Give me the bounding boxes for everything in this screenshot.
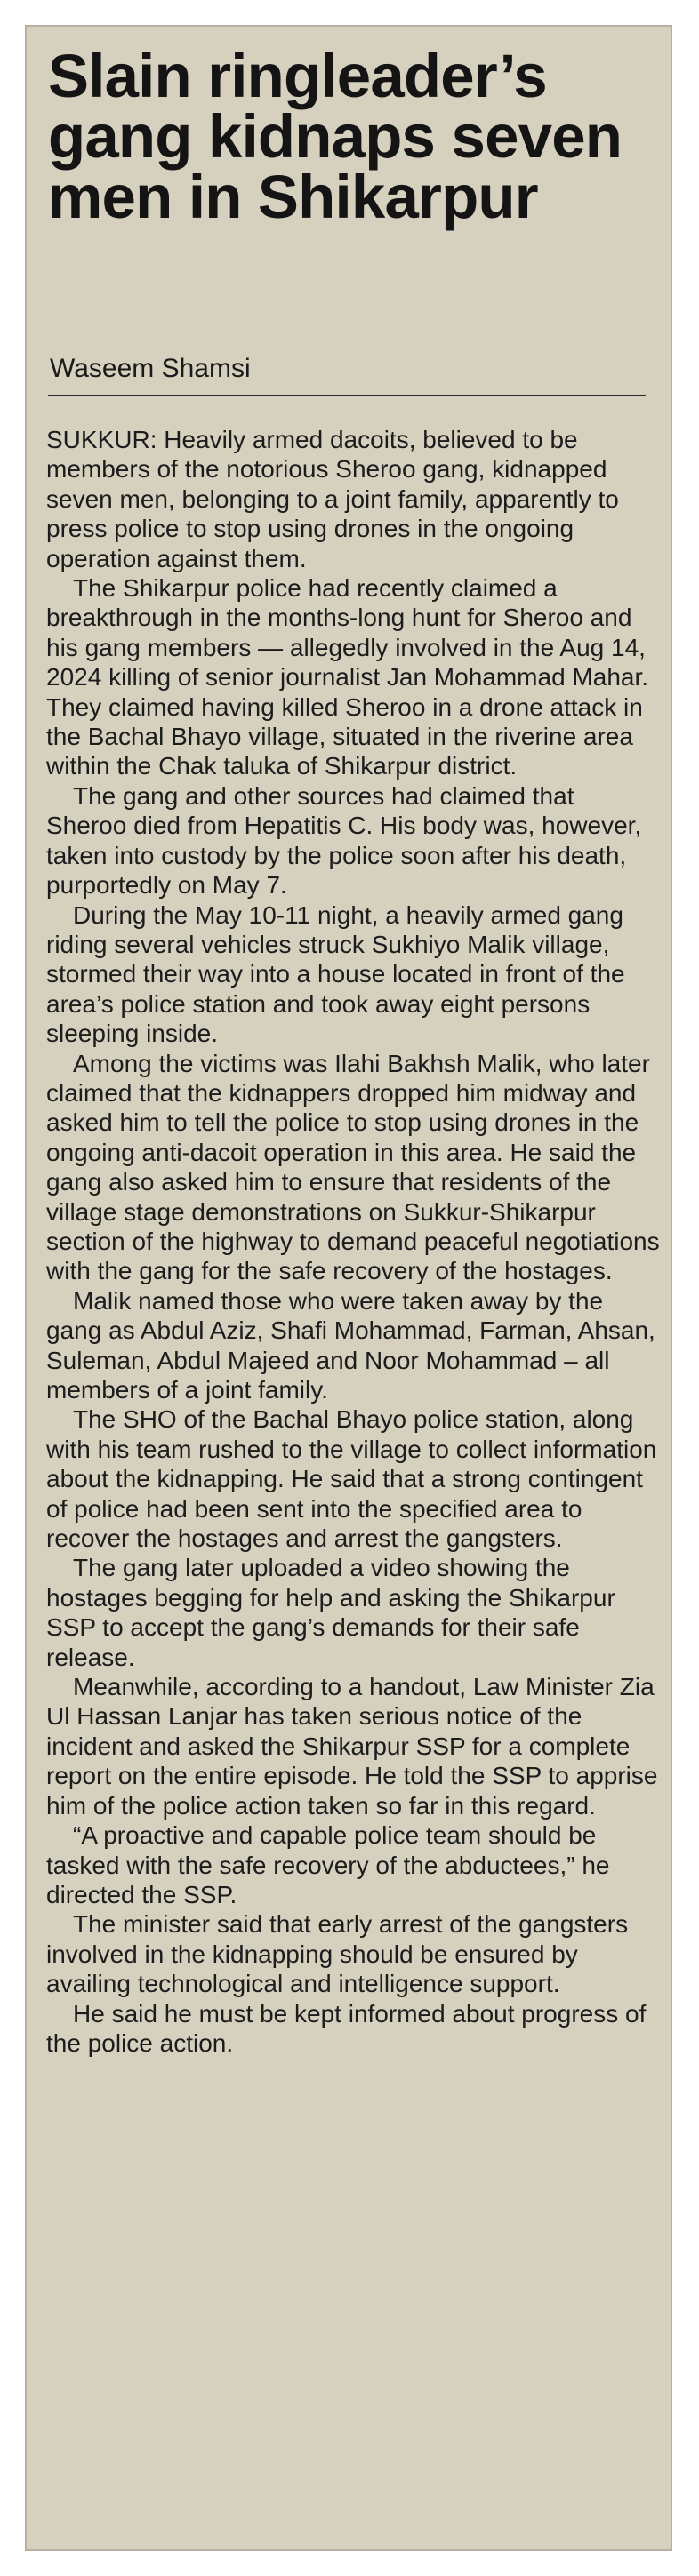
paragraph-2: The Shikarpur police had recently claimed a breakthrough in the months-long hunt for Sheroo and his gang members — allegedly involved in the Aug 14, 2024 killing of senior journalist Jan Mohammad Mahar. They claimed having killed Sheroo in a drone attack in the Bachal Bhayo village, situated in the riverine area within the Chak taluka of Shikarpur district. [46, 574, 649, 780]
paragraph-1: SUKKUR: Heavily armed dacoits, believed to be members of the notorious Sheroo gang, kidnapped seven men, belonging to a joint family, apparently to press police to stop using drones in the ongoing operation against them. [46, 426, 619, 572]
newspaper-clipping [25, 25, 672, 2551]
byline: Waseem Shamsi [50, 354, 251, 383]
paragraph-7: The SHO of the Bachal Bhayo police station, along with his team rushed to the village to collect information about the kidnapping. He said that a strong contingent of police had been sent into the specified area to recover the hostages and arrest the gangsters. [46, 1405, 657, 1553]
paragraph-8: The gang later uploaded a video showing the hostages begging for help and asking the Shikarpur SSP to accept the gang’s demands for their safe release. [46, 1554, 615, 1671]
byline-divider [48, 395, 646, 396]
paragraph-10: “A proactive and capable police team should be tasked with the safe recovery of the abductees,” he directed the SSP. [46, 1821, 610, 1908]
article-body [46, 425, 660, 2058]
paragraph-12: He said he must be kept informed about progress of the police action. [46, 1999, 647, 2057]
paragraph-11: The minister said that early arrest of the gangsters involved in the kidnapping should be ensured by availing technological and intelligence support. [46, 1910, 629, 1998]
paragraph-6: Malik named those who were taken away by the gang as Abdul Aziz, Shafi Mohammad, Farman, Ahsan, Suleman, Abdul Majeed and Noor Mohammad – all members of a joint family. [46, 1286, 655, 1404]
paragraph-9: Meanwhile, according to a handout, Law Minister Zia Ul Hassan Lanjar has taken serious notice of the incident and asked the Shikarpur SSP for a complete report on the entire episode. He told the SSP to apprise him of the police action taken so far in this regard. [46, 1673, 658, 1820]
headline: Slain ringleader’s gang kidnaps seven men in Shikarpur [48, 42, 623, 231]
paragraph-5: Among the victims was Ilahi Bakhsh Malik, who later claimed that the kidnappers dropped him midway and asked him to tell the police to stop using drones in the ongoing anti-dacoit operation in this area. He said the gang also asked him to ensure that residents of the village stage demonstrations on Sukkur-Shikarpur section of the highway to demand peaceful negotiations with the gang for the safe recovery of the hostages. [46, 1049, 660, 1285]
paragraph-3: The gang and other sources had claimed that Sheroo died from Hepatitis C. His body was, however, taken into custody by the police soon after his death, purportedly on May 7. [46, 781, 642, 900]
paragraph-4: During the May 10-11 night, a heavily armed gang riding several vehicles struck Sukhiyo Malik village, stormed their way into a house located in front of the area’s police station and took away eight persons sleeping inside. [46, 900, 625, 1048]
